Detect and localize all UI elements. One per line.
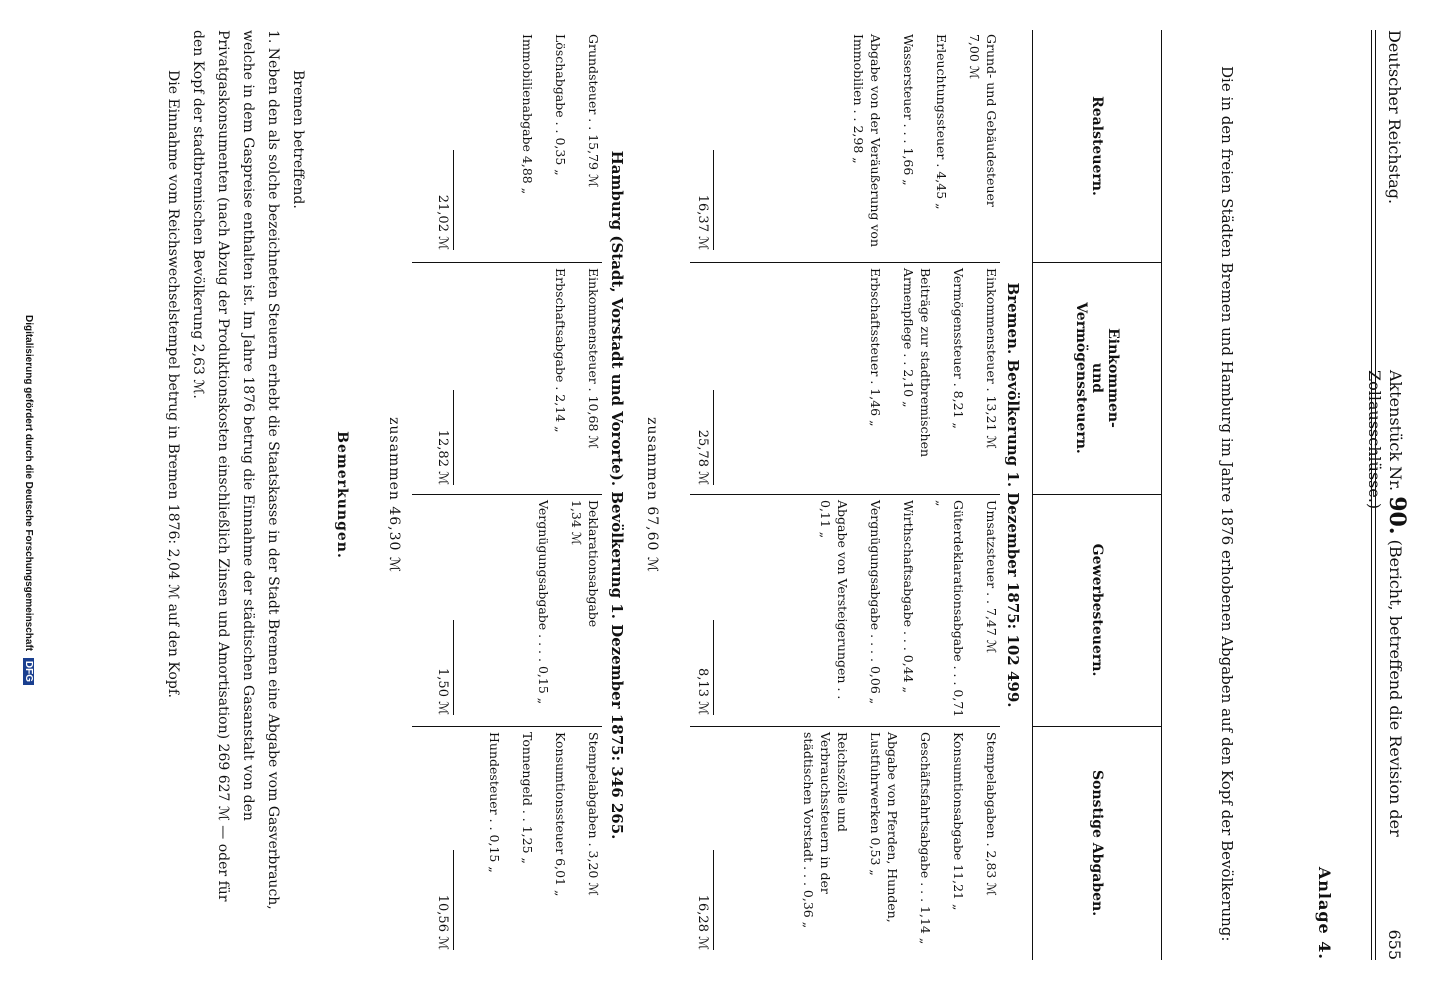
bremen-s3: Geschäftsfahrtsabgabe . . . 1,14 „ [918,732,933,945]
hamburg-sep-1 [412,262,602,263]
bremen-s1: Stempelabgaben . 2,83 ℳ [984,732,999,896]
hamburg-sep-2 [412,494,602,495]
bremen-r3: Wassersteuer . . . 1,66 „ [901,34,916,186]
hamburg-total-rule-2 [453,390,454,485]
bremen-r2: Erleuchtungssteuer . 4,45 „ [934,34,949,210]
header-center-prefix: Aktenstück Nr. [1386,370,1405,492]
funding-text: Digitalisierung gefördert durch die Deutsche Forschungsgemeinschaft [23,314,34,652]
page-number: 655 [1385,929,1404,960]
bremen-total-2: 25,78 ℳ [695,429,710,485]
bemerkungen-subtitle: Bremen betreffend. [290,70,306,209]
bremen-sep-3 [690,726,1000,727]
hamburg-e2: Erbschaftsabgabe . 2,14 „ [553,268,568,433]
hamburg-total-rule-4 [453,850,454,950]
column-header-einkommen: Einkommen- und Vermögenssteuern. [1033,262,1161,495]
hamburg-r3: Immobilienabgabe 4,88 „ [520,34,535,195]
bremen-title: Bremen. Bevölkerung 1. Dezember 1875: 102 499. [1004,282,1022,708]
bremen-total-1: 16,37 ℳ [695,194,710,250]
bremen-total-3: 8,13 ℳ [695,668,710,715]
hamburg-col-sonstige [470,732,602,956]
hamburg-g2: Vergnügungsabgabe . . . . 0,15 „ [536,500,551,705]
bremen-total-rule-3 [713,620,714,715]
hamburg-total-rule-3 [453,620,454,715]
hamburg-r2: Löschabgabe . . 0,35 „ [553,34,568,176]
bremen-total-rule-1 [713,150,714,250]
header-left: Deutscher Reichstag. [1385,30,1404,205]
bremen-e2: Vermögenssteuer . 8,21 „ [951,268,966,429]
bremen-col-gewerbe [801,500,1000,722]
intro-text: Die in den freien Städten Bremen und Hamburg im Jahre 1876 erhobenen Abgaben auf den Kopf der Bevölkerung: [1218,66,1236,942]
bemerkungen-note-1: 1. Neben den als solche bezeichneten Steuern erhebt die Staatskasse in der Stadt Bremen eine Abgabe vom Gasverbrauch, welche in dem Gaspreise enthalten ist. Im Jahre 1876 betrug die Einnahme der städtischen Gasanstalt von den Privatgaskonsumenten (nach Abzug der Produktionskosten einschließlich Zinsen und Amortisation) 269 627 ℳ — oder für den Kopf der stadtbremischen Bevölkerung 2,63 ℳ. [190,30,281,910]
column-header-sonstige: Sonstige Abgaben. [1089,769,1105,917]
bremen-r4: Abgabe von der Veräußerung von Immobilien . . 2,98 „ [851,34,883,248]
hamburg-total-rule-1 [453,150,454,250]
hamburg-col-gewerbe [519,500,602,722]
bremen-sep-2 [690,494,1000,495]
hamburg-sep-3 [412,726,602,727]
header-rule-2 [1371,30,1372,960]
anlage-label: Anlage 4. [1315,866,1334,960]
bremen-total-rule-4 [713,850,714,950]
hamburg-sum: zusammen 46,30 ℳ [386,417,402,573]
bremen-col-sonstige [784,732,1000,956]
column-header-realsteuern: Realsteuern. [1033,30,1161,263]
hamburg-total-4: 10,56 ℳ [435,894,450,950]
bremen-g5: Abgabe von Versteigerungen . . 0,11 „ [818,500,850,700]
bremen-sep-1 [690,262,1000,263]
bremen-e3: Beiträge zur stadtbremischen Armenpflege . . 2,10 „ [901,268,933,458]
hamburg-col-realsteuern [503,34,602,258]
hamburg-g1: Deklarationsabgabe 1,34 ℳ [569,500,601,628]
hamburg-total-3: 1,50 ℳ [435,668,450,715]
bremen-g4: Vergnügungsabgabe . . . . 0,06 „ [868,500,883,705]
column-header-row [1032,30,1162,960]
column-header-gewerbe: Gewerbesteuern. [1033,494,1161,727]
bremen-sum: zusammen 67,60 ℳ [644,417,660,573]
dfg-logo: DFG [23,658,34,685]
bremen-g3: Wirthschaftsabgabe . . . 0,44 „ [901,500,916,694]
bremen-g1: Umsatzsteuer . . 7,47 ℳ [984,500,999,654]
hamburg-total-1: 21,02 ℳ [435,194,450,250]
bremen-e4: Erbschaftssteuer . 1,46 „ [868,268,883,427]
bremen-col-einkommen [851,268,1000,490]
bremen-total-4: 16,28 ℳ [695,894,710,950]
bemerkungen-text [160,30,310,930]
hamburg-s2: Konsumtionssteuer 6,01 „ [553,732,568,897]
hamburg-s4: Hundesteuer . . 0,15 „ [487,732,502,873]
bremen-e1: Einkommensteuer . 13,21 ℳ [984,268,999,449]
hamburg-col-einkommen [536,268,602,490]
hamburg-r1: Grundsteuer . . 15,79 ℳ [586,34,601,188]
bremen-total-rule-2 [713,390,714,485]
bremen-s2: Konsumtionsabgabe 11,21 „ [951,732,966,911]
hamburg-s1: Stempelabgaben . 3,20 ℳ [586,732,601,896]
header-center-suffix: (Bericht, betreffend die Revision der Zollausschlüsse.) [1365,370,1405,837]
header-rule [1375,30,1376,960]
bremen-s4: Abgabe von Pferden, Hunden, Lustfuhrwerken 0,53 „ [868,732,900,923]
bremen-g2: Güterdeklarationsabgabe . . . 0,71 „ [934,500,966,718]
hamburg-total-2: 12,82 ℳ [435,429,450,485]
bemerkungen-note-2: Die Einnahme vom Reichswechselstempel betrug in Bremen 1876: 2,04 ℳ auf den Kopf. [165,70,181,698]
hamburg-s3: Tonnengeld . . 1,25 „ [520,732,535,864]
bremen-r1: Grund- und Gebäudesteuer 7,00 ℳ [967,34,999,207]
hamburg-title: Hamburg (Stadt, Vorstadt und Vororte). Bevölkerung 1. Dezember 1875: 346 265. [608,150,626,840]
bremen-col-realsteuern [834,34,1000,258]
funding-note [23,100,34,900]
bremen-s5: Reichszölle und Verbrauchssteuern in der städtischen Vorstadt . . . 0,36 „ [801,732,850,929]
hamburg-e1: Einkommensteuer . 10,68 ℳ [586,268,601,449]
bemerkungen-title: Bemerkungen. [334,431,350,559]
header-center-number: 90. [1384,496,1410,535]
